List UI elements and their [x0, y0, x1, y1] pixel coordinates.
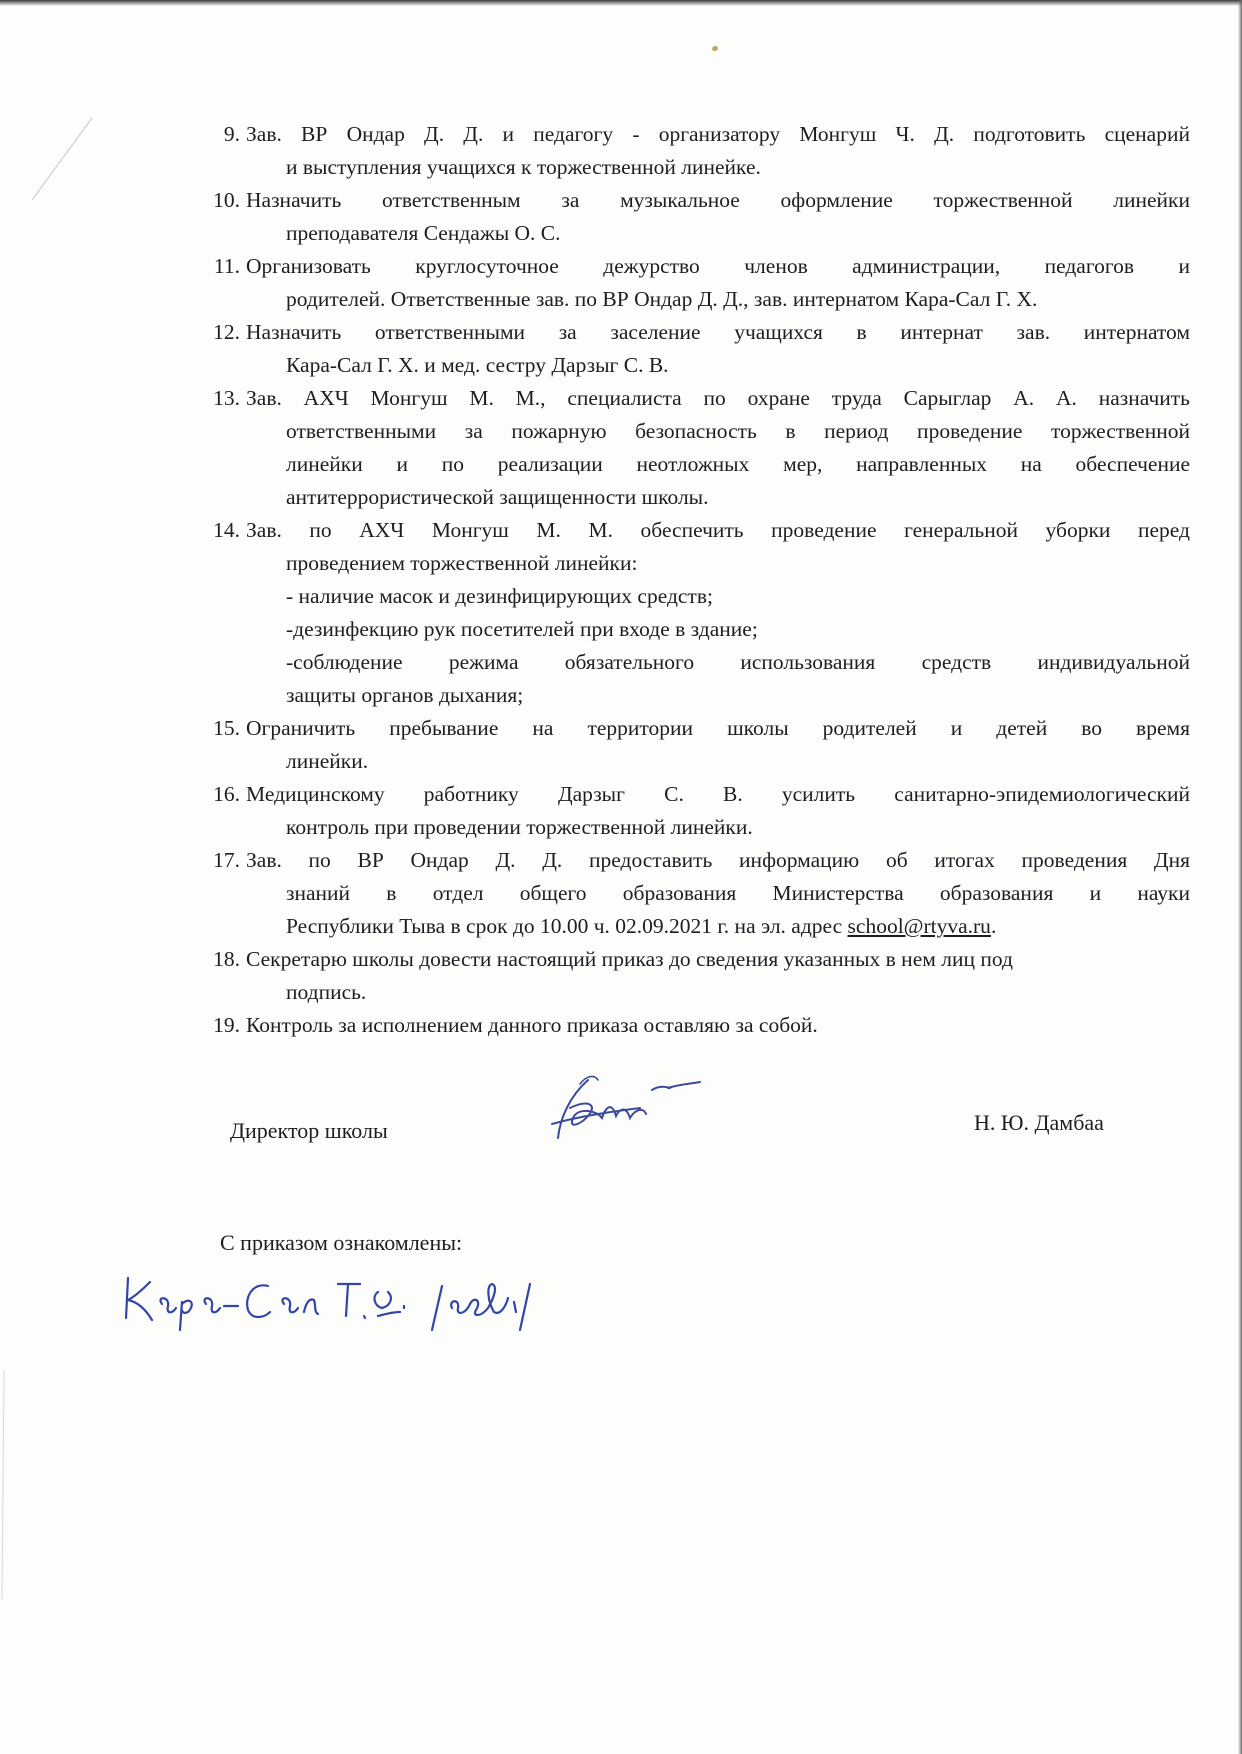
- item-number: 19.: [213, 1013, 240, 1037]
- item-line-suffix: .: [990, 914, 997, 938]
- order-item-11: [213, 250, 1190, 316]
- item-line: Назначить ответственным за музыкальное оформление торжественной линейки: [246, 188, 1190, 212]
- item-number: 9.: [223, 122, 240, 146]
- item-line: Зав. по АХЧ Монгуш М. М. обеспечить проведение генеральной уборки перед: [246, 518, 1190, 542]
- item-number: 15.: [213, 716, 240, 740]
- order-item-10: [213, 184, 1190, 250]
- item-line-text: Республики Тыва в срок до 10.00 ч. 02.09.2021 г. на эл. адрес: [286, 914, 848, 938]
- order-item-13: [213, 382, 1190, 514]
- item-line: родителей. Ответственные зав. по ВР Ондар Д. Д., зав. интернатом Кара-Сал Г. Х.: [286, 287, 1038, 311]
- item-line: преподавателя Сендажы О. С.: [286, 221, 561, 245]
- item-line: Кара-Сал Г. Х. и мед. сестру Дарзыг С. В.: [286, 353, 669, 377]
- item-number: 16.: [213, 782, 240, 806]
- item-number: 12.: [213, 320, 240, 344]
- item-line: Зав. АХЧ Монгуш М. М., специалиста по охране труда Сарыглар А. А. назначить: [246, 386, 1190, 410]
- order-item-19: [213, 1009, 1190, 1042]
- item-line: и выступления учащихся к торжественной линейке.: [286, 155, 761, 179]
- item-number: 18.: [213, 947, 240, 971]
- item-line: защиты органов дыхания;: [286, 683, 524, 707]
- item-line: контроль при проведении торжественной линейки.: [286, 815, 753, 839]
- item-line: - наличие масок и дезинфицирующих средств;: [286, 584, 713, 608]
- item-line: Зав. ВР Ондар Д. Д. и педагогу - организатору Монгуш Ч. Д. подготовить сценарий: [246, 122, 1190, 146]
- item-line: [246, 910, 1190, 943]
- item-line: знаний в отдел общего образования Министерства образования и науки: [286, 881, 1190, 905]
- item-number: 13.: [213, 386, 240, 410]
- order-item-9: [223, 118, 1190, 184]
- director-name: Н. Ю. Дамбаа: [974, 1110, 1104, 1135]
- order-item-17: [213, 844, 1190, 943]
- acknowledgement-label: С приказом ознакомлены:: [220, 1230, 463, 1255]
- item-line: подпись.: [286, 980, 367, 1004]
- item-line: линейки и по реализации неотложных мер, направленных на обеспечение: [286, 452, 1190, 476]
- item-line: Медицинскому работнику Дарзыг С. В. усилить санитарно-эпидемиологический: [246, 782, 1190, 806]
- item-number: 17.: [213, 848, 240, 872]
- order-item-16: [213, 778, 1190, 844]
- item-line: Контроль за исполнением данного приказа оставляю за собой.: [246, 1013, 818, 1037]
- order-item-18: [213, 943, 1190, 1009]
- item-number: 14.: [213, 518, 240, 542]
- item-line: антитеррористической защищенности школы.: [286, 485, 709, 509]
- order-item-14: [213, 514, 1190, 712]
- director-role: Директор школы: [230, 1118, 388, 1143]
- item-number: 10.: [213, 188, 240, 212]
- item-line: линейки.: [286, 749, 369, 773]
- item-line: -соблюдение режима обязательного использования средств индивидуальной: [286, 650, 1190, 674]
- item-number: 11.: [213, 254, 240, 278]
- email-link[interactable]: school@rtyva.ru: [847, 914, 991, 938]
- director-signature: [540, 1068, 710, 1158]
- item-line: проведением торжественной линейки:: [286, 551, 638, 575]
- item-line: -дезинфекцию рук посетителей при входе в здание;: [286, 617, 758, 641]
- order-item-15: [213, 712, 1190, 778]
- acknowledgement-handwritten-entry: [120, 1256, 580, 1336]
- item-line: Назначить ответственными за заселение учащихся в интернат зав. интернатом: [246, 320, 1190, 344]
- item-line: Организовать круглосуточное дежурство членов администрации, педагогов и: [246, 254, 1190, 278]
- order-item-12: [213, 316, 1190, 382]
- item-line: Зав. по ВР Ондар Д. Д. предоставить информацию об итогах проведения Дня: [246, 848, 1190, 872]
- item-line: ответственными за пожарную безопасность в период проведение торжественной: [286, 419, 1190, 443]
- item-line: Ограничить пребывание на территории школы родителей и детей во время: [246, 716, 1190, 740]
- item-line: Секретарю школы довести настоящий приказ до сведения указанных в нем лиц под: [246, 947, 1013, 971]
- order-items-list: [213, 118, 1190, 1042]
